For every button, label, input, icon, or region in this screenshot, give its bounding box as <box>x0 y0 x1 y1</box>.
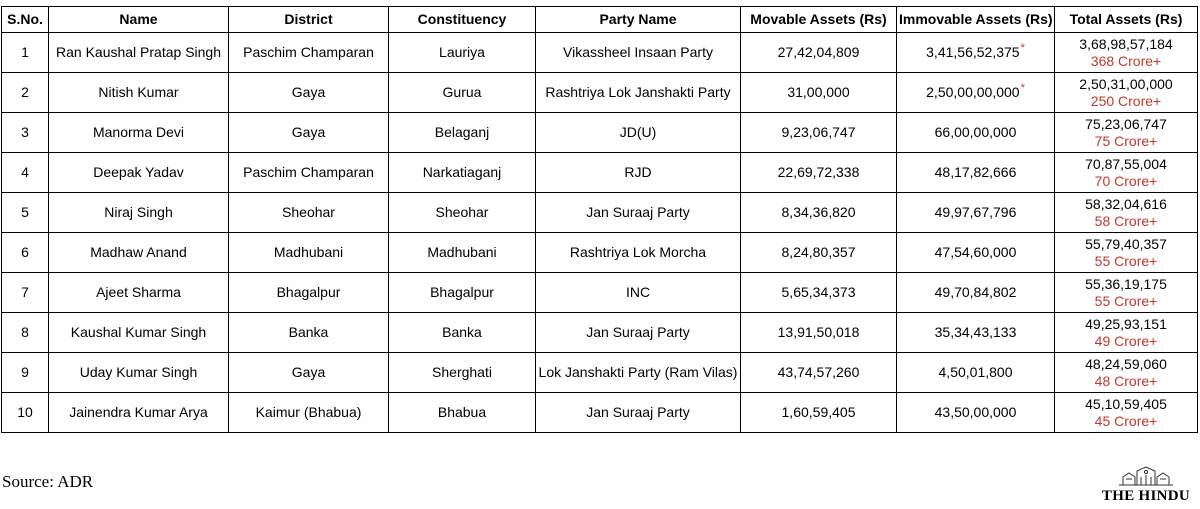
cell-constituency: Sheohar <box>389 193 536 233</box>
cell-total <box>1055 193 1198 233</box>
total-value: 55,79,40,357 <box>1085 235 1167 252</box>
cell-party: Vikassheel Insaan Party <box>536 33 741 73</box>
total-crore: 75 Crore+ <box>1094 132 1158 149</box>
cell-sno: 3 <box>2 113 49 153</box>
immovable-value: 3,41,56,52,375 <box>926 44 1020 60</box>
cell-district: Paschim Champaran <box>229 33 389 73</box>
total-crore: 58 Crore+ <box>1094 212 1158 229</box>
cell-constituency: Madhubani <box>389 233 536 273</box>
assets-table <box>1 6 1198 433</box>
cell-sno: 7 <box>2 273 49 313</box>
cell-immovable <box>897 313 1055 353</box>
immovable-value: 35,34,43,133 <box>934 324 1017 340</box>
total-value: 58,32,04,616 <box>1085 195 1167 212</box>
total-crore: 368 Crore+ <box>1090 52 1162 69</box>
cell-movable: 5,65,34,373 <box>741 273 897 313</box>
total-crore: 45 Crore+ <box>1094 412 1158 429</box>
cell-immovable <box>897 273 1055 313</box>
header-sno: S.No. <box>2 7 49 33</box>
cell-total <box>1055 73 1198 113</box>
cell-constituency: Gurua <box>389 73 536 113</box>
cell-district: Madhubani <box>229 233 389 273</box>
cell-sno: 10 <box>2 393 49 433</box>
immovable-value: 47,54,60,000 <box>934 244 1017 260</box>
table-row <box>2 233 1198 273</box>
cell-immovable <box>897 113 1055 153</box>
immovable-value: 49,70,84,802 <box>934 284 1017 300</box>
cell-constituency: Bhabua <box>389 393 536 433</box>
cell-name: Madhaw Anand <box>49 233 229 273</box>
cell-party: INC <box>536 273 741 313</box>
cell-sno: 1 <box>2 33 49 73</box>
header-total: Total Assets (Rs) <box>1055 7 1198 33</box>
cell-constituency: Sherghati <box>389 353 536 393</box>
cell-total <box>1055 273 1198 313</box>
cell-total <box>1055 353 1198 393</box>
cell-district: Gaya <box>229 73 389 113</box>
total-crore: 70 Crore+ <box>1094 172 1158 189</box>
total-value: 3,68,98,57,184 <box>1079 35 1173 52</box>
asterisk-icon: * <box>1020 82 1025 95</box>
cell-immovable <box>897 393 1055 433</box>
cell-movable: 43,74,57,260 <box>741 353 897 393</box>
cell-constituency: Lauriya <box>389 33 536 73</box>
total-crore: 55 Crore+ <box>1094 252 1158 269</box>
cell-constituency: Bhagalpur <box>389 273 536 313</box>
total-crore: 49 Crore+ <box>1094 332 1158 349</box>
table-row <box>2 33 1198 73</box>
cell-sno: 5 <box>2 193 49 233</box>
total-value: 49,25,93,151 <box>1085 315 1167 332</box>
cell-total <box>1055 113 1198 153</box>
cell-name: Kaushal Kumar Singh <box>49 313 229 353</box>
cell-constituency: Belaganj <box>389 113 536 153</box>
immovable-value: 2,50,00,00,000 <box>926 84 1020 100</box>
immovable-value: 4,50,01,800 <box>938 364 1013 380</box>
total-value: 75,23,06,747 <box>1085 115 1167 132</box>
cell-sno: 6 <box>2 233 49 273</box>
cell-party: Rashtriya Lok Morcha <box>536 233 741 273</box>
cell-district: Gaya <box>229 113 389 153</box>
cell-district: Paschim Champaran <box>229 153 389 193</box>
cell-name: Jainendra Kumar Arya <box>49 393 229 433</box>
cell-name: Uday Kumar Singh <box>49 353 229 393</box>
cell-immovable <box>897 153 1055 193</box>
cell-party: Jan Suraaj Party <box>536 193 741 233</box>
header-party: Party Name <box>536 7 741 33</box>
total-value: 48,24,59,060 <box>1085 355 1167 372</box>
total-value: 70,87,55,004 <box>1085 155 1167 172</box>
total-value: 2,50,31,00,000 <box>1079 75 1173 92</box>
table-row <box>2 153 1198 193</box>
cell-immovable <box>897 193 1055 233</box>
header-district: District <box>229 7 389 33</box>
hindu-emblem-icon <box>1115 465 1177 487</box>
source-note: Source: ADR <box>2 472 94 491</box>
header-constituency: Constituency <box>389 7 536 33</box>
table-row <box>2 313 1198 353</box>
cell-movable: 1,60,59,405 <box>741 393 897 433</box>
total-crore: 48 Crore+ <box>1094 372 1158 389</box>
cell-immovable <box>897 73 1055 113</box>
cell-party: RJD <box>536 153 741 193</box>
cell-movable: 8,24,80,357 <box>741 233 897 273</box>
table-row <box>2 273 1198 313</box>
cell-total <box>1055 153 1198 193</box>
table-row <box>2 193 1198 233</box>
cell-name: Deepak Yadav <box>49 153 229 193</box>
header-immovable: Immovable Assets (Rs) <box>897 7 1055 33</box>
table-row <box>2 393 1198 433</box>
cell-name: Nitish Kumar <box>49 73 229 113</box>
cell-constituency: Banka <box>389 313 536 353</box>
cell-district: Bhagalpur <box>229 273 389 313</box>
cell-name: Manorma Devi <box>49 113 229 153</box>
asterisk-icon: * <box>1020 42 1025 55</box>
cell-party: JD(U) <box>536 113 741 153</box>
cell-total <box>1055 313 1198 353</box>
immovable-value: 43,50,00,000 <box>934 404 1017 420</box>
cell-constituency: Narkatiaganj <box>389 153 536 193</box>
cell-immovable <box>897 353 1055 393</box>
cell-party: Lok Janshakti Party (Ram Vilas) <box>536 353 741 393</box>
cell-total <box>1055 33 1198 73</box>
cell-district: Kaimur (Bhabua) <box>229 393 389 433</box>
header-row <box>2 7 1198 33</box>
logo-text: THE HINDU <box>1101 488 1191 504</box>
cell-district: Banka <box>229 313 389 353</box>
cell-movable: 31,00,000 <box>741 73 897 113</box>
total-crore: 55 Crore+ <box>1094 292 1158 309</box>
cell-movable: 9,23,06,747 <box>741 113 897 153</box>
cell-sno: 2 <box>2 73 49 113</box>
cell-movable: 22,69,72,338 <box>741 153 897 193</box>
cell-sno: 9 <box>2 353 49 393</box>
table-row <box>2 73 1198 113</box>
immovable-value: 66,00,00,000 <box>934 124 1017 140</box>
cell-total <box>1055 233 1198 273</box>
cell-sno: 8 <box>2 313 49 353</box>
cell-movable: 8,34,36,820 <box>741 193 897 233</box>
cell-name: Ran Kaushal Pratap Singh <box>49 33 229 73</box>
cell-district: Sheohar <box>229 193 389 233</box>
immovable-value: 49,97,67,796 <box>934 204 1017 220</box>
cell-party: Jan Suraaj Party <box>536 393 741 433</box>
table-body <box>2 33 1198 433</box>
table-row <box>2 113 1198 153</box>
table-row <box>2 353 1198 393</box>
publisher-logo <box>1096 465 1196 505</box>
cell-name: Ajeet Sharma <box>49 273 229 313</box>
immovable-value: 48,17,82,666 <box>934 164 1017 180</box>
total-value: 55,36,19,175 <box>1085 275 1167 292</box>
cell-total <box>1055 393 1198 433</box>
cell-movable: 13,91,50,018 <box>741 313 897 353</box>
cell-sno: 4 <box>2 153 49 193</box>
cell-immovable <box>897 233 1055 273</box>
header-name: Name <box>49 7 229 33</box>
total-value: 45,10,59,405 <box>1085 395 1167 412</box>
cell-party: Jan Suraaj Party <box>536 313 741 353</box>
cell-district: Gaya <box>229 353 389 393</box>
cell-name: Niraj Singh <box>49 193 229 233</box>
cell-movable: 27,42,04,809 <box>741 33 897 73</box>
total-crore: 250 Crore+ <box>1090 92 1162 109</box>
cell-party: Rashtriya Lok Janshakti Party <box>536 73 741 113</box>
header-movable: Movable Assets (Rs) <box>741 7 897 33</box>
cell-immovable <box>897 33 1055 73</box>
